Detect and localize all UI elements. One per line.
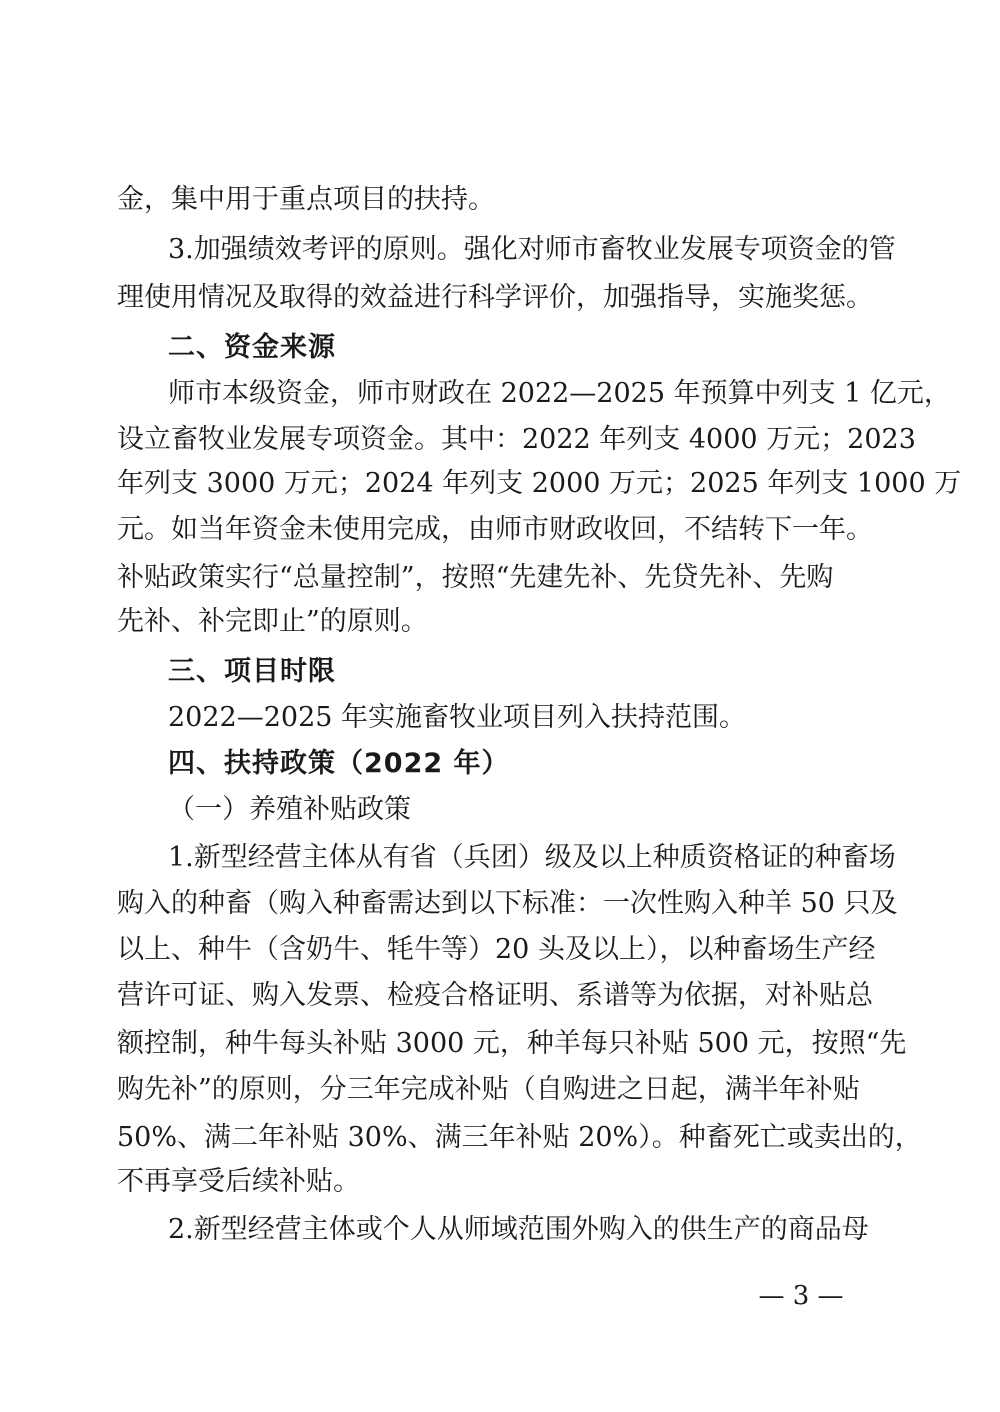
- text-line: 1.新型经营主体从有省（兵团）级及以上种质资格证的种畜场: [168, 842, 896, 873]
- text-line: 年列支 3000 万元；2024 年列支 2000 万元；2025 年列支 1000 万: [117, 468, 962, 499]
- text-line: 设立畜牧业发展专项资金。其中：2022 年列支 4000 万元；2023: [117, 424, 916, 455]
- text-line: 先补、补完即止”的原则。: [117, 606, 428, 637]
- text-line: 补贴政策实行“总量控制”，按照“先建先补、先贷先补、先购: [117, 562, 834, 593]
- text-line: 购先补”的原则，分三年完成补贴（自购进之日起，满半年补贴: [117, 1074, 860, 1105]
- section-heading: 二、资金来源: [168, 332, 336, 363]
- text-line: 购入的种畜（购入种畜需达到以下标准：一次性购入种羊 50 只及: [117, 888, 898, 919]
- section-heading: 三、项目时限: [168, 656, 336, 687]
- text-line: 2.新型经营主体或个人从师域范围外购入的供生产的商品母: [168, 1214, 869, 1245]
- text-line: 以上、种牛（含奶牛、牦牛等）20 头及以上），以种畜场生产经: [117, 934, 876, 965]
- text-line: 师市本级资金，师市财政在 2022—2025 年预算中列支 1 亿元，: [168, 378, 951, 409]
- text-line: 2022—2025 年实施畜牧业项目列入扶持范围。: [168, 702, 747, 733]
- text-line: 理使用情况及取得的效益进行科学评价，加强指导，实施奖惩。: [117, 282, 873, 313]
- subsection-heading: （一）养殖补贴政策: [168, 794, 411, 825]
- text-line: 不再享受后续补贴。: [117, 1166, 360, 1197]
- text-line: 金，集中用于重点项目的扶持。: [117, 184, 495, 215]
- text-line: 额控制，种牛每头补贴 3000 元，种羊每只补贴 500 元，按照“先: [117, 1028, 907, 1059]
- page-number: — 3 —: [758, 1281, 844, 1311]
- text-line: 营许可证、购入发票、检疫合格证明、系谱等为依据，对补贴总: [117, 980, 873, 1011]
- text-line: 元。如当年资金未使用完成，由师市财政收回，不结转下一年。: [117, 514, 873, 545]
- text-line: 3.加强绩效考评的原则。强化对师市畜牧业发展专项资金的管: [168, 234, 896, 265]
- text-line: 50%、满二年补贴 30%、满三年补贴 20%）。种畜死亡或卖出的，: [117, 1122, 922, 1153]
- section-heading: 四、扶持政策（2022 年）: [168, 748, 510, 779]
